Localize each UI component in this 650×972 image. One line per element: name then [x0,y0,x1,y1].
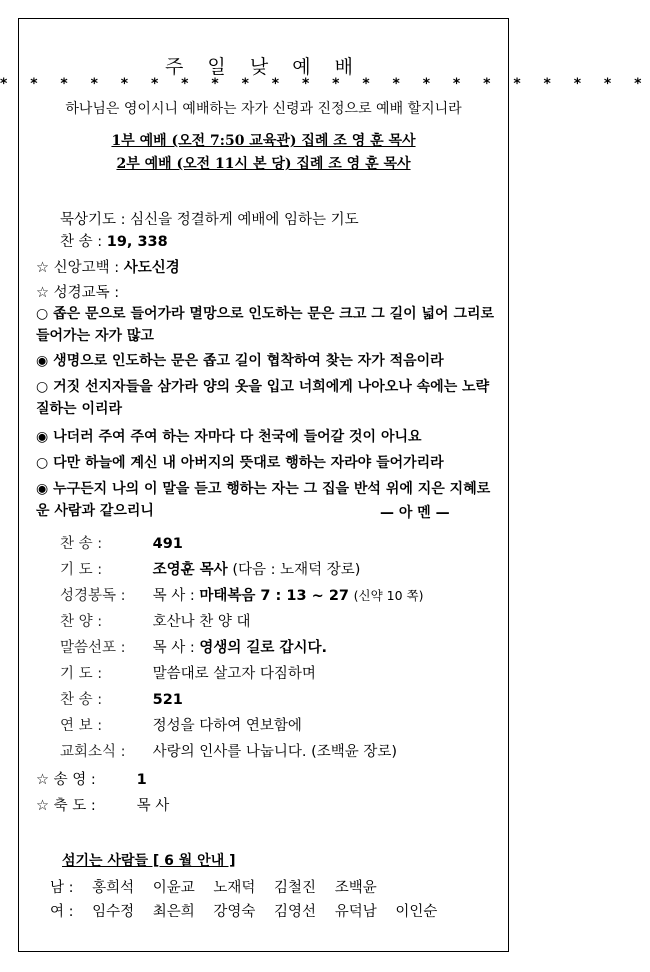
prayer-label: 기 도 : [60,562,103,578]
star-divider: * * * * * * * * * * * * * * * * * * * * * * [0,76,650,92]
usher-name: 유덕남 [334,904,377,920]
sendoff-row [36,768,147,789]
page-title: 주 일 낮 예 배 [165,56,362,78]
usher-name: 이인순 [395,904,438,920]
benediction-row [36,794,169,815]
hymn3-value: 521 [152,692,183,708]
offering-row [60,714,302,735]
sendoff-label: ☆ 송 영 : [36,772,96,788]
hymn2-row [60,532,183,553]
responsive-6: ◉ 누구든지 나의 이 말을 듣고 행하는 자는 그 집을 반석 위에 지은 지혜로운 사람과 같으리니 [36,481,491,519]
scripture-pastor: 목 사 : [152,588,195,604]
offering-label: 연 보 : [60,718,103,734]
prayer-next: (다음 : 노재덕 장로) [232,562,361,578]
hymn2-value: 491 [152,536,183,552]
offering-value: 정성을 다하여 연보함에 [152,718,302,734]
sermon-pastor: 목 사 : [152,640,195,656]
hymn1-row [60,230,168,251]
anthem-value: 호산나 찬 양 대 [152,614,251,630]
anthem-label: 찬 양 : [60,614,103,630]
news-label: 교회소식 : [60,744,126,760]
benediction-label: ☆ 축 도 : [36,798,96,814]
usher-name: 홍희석 [92,880,135,896]
ushers-heading: 섬기는 사람들 [ 6 월 안내 ] [62,853,236,869]
hymn3-label: 찬 송 : [60,692,103,708]
usher-name: 김영선 [274,904,317,920]
sermon-label: 말씀선포 : [60,640,126,656]
responsive-1: ○ 좁은 문으로 들어가라 멸망으로 인도하는 문은 크고 그 길이 넓어 그리로 들어가는 자가 많고 [36,306,495,344]
theme-verse: 하나님은 영이시니 예배하는 자가 신령과 진정으로 예배 할지니라 [65,101,462,117]
creed-label: ☆ 신앙고백 : [36,260,120,276]
prayer-row [60,558,360,579]
sermon-value: 영생의 길로 갑시다. [199,640,328,656]
meditation-row [60,208,359,229]
responsive-3: ○ 거짓 선지자들을 삼가라 양의 옷을 입고 너희에게 나아오나 속에는 노략질하는 이리라 [36,379,490,417]
ushers-female [50,900,451,921]
benediction-value: 목 사 [136,798,170,814]
scripture-page: (신약 10 쪽) [353,588,424,603]
male-label: 남 : [50,880,74,896]
usher-name: 임수정 [92,904,135,920]
female-label: 여 : [50,904,74,920]
hymn2-label: 찬 송 : [60,536,103,552]
usher-name: 강영숙 [213,904,256,920]
meditation-text: 심신을 정결하게 예배에 임하는 기도 [130,212,359,228]
service-2: 2부 예배 (오전 11시 본 당) 집례 조 영 훈 목사 [116,156,411,172]
scripture-value: 마태복음 7 : 13 ~ 27 [199,588,350,604]
meditation-label: 묵상기도 : [60,212,126,228]
hymn1-label: 찬 송 : [60,234,103,250]
hymn3-row [60,688,183,709]
responsive-4: ◉ 나더러 주여 주여 하는 자마다 다 천국에 들어갈 것이 아니요 [36,429,422,445]
sendoff-value: 1 [136,772,147,788]
usher-name: 조백윤 [334,880,377,896]
ushers-male [50,876,391,897]
scripture-label: 성경봉독 : [60,588,126,604]
reading-label: ☆ 성경교독 : [36,285,120,301]
amen: — 아 멘 — [380,505,450,521]
anthem-row [60,610,250,631]
service-1: 1부 예배 (오전 7:50 교육관) 집례 조 영 훈 목사 [111,133,416,149]
prayer2-value: 말씀대로 살고자 다짐하며 [152,666,316,682]
sermon-row [60,636,327,657]
responsive-2: ◉ 생명으로 인도하는 문은 좁고 길이 협착하여 찾는 자가 적음이라 [36,353,444,369]
usher-name: 이윤교 [152,880,195,896]
news-value: 사랑의 인사를 나눕니다. (조백윤 장로) [152,744,398,760]
creed-row [36,256,180,277]
news-row [60,740,397,761]
usher-name: 노재덕 [213,880,256,896]
scripture-row [60,584,423,605]
responsive-5: ○ 다만 하늘에 계신 내 아버지의 뜻대로 행하는 자라야 들어가리라 [36,455,444,471]
prayer2-label: 기 도 : [60,666,103,682]
usher-name: 최은희 [152,904,195,920]
prayer2-row [60,662,316,683]
hymn1-value: 19, 338 [106,234,168,250]
prayer-value: 조영훈 목사 [152,562,228,578]
creed-value: 사도신경 [123,260,180,276]
usher-name: 김철진 [274,880,317,896]
